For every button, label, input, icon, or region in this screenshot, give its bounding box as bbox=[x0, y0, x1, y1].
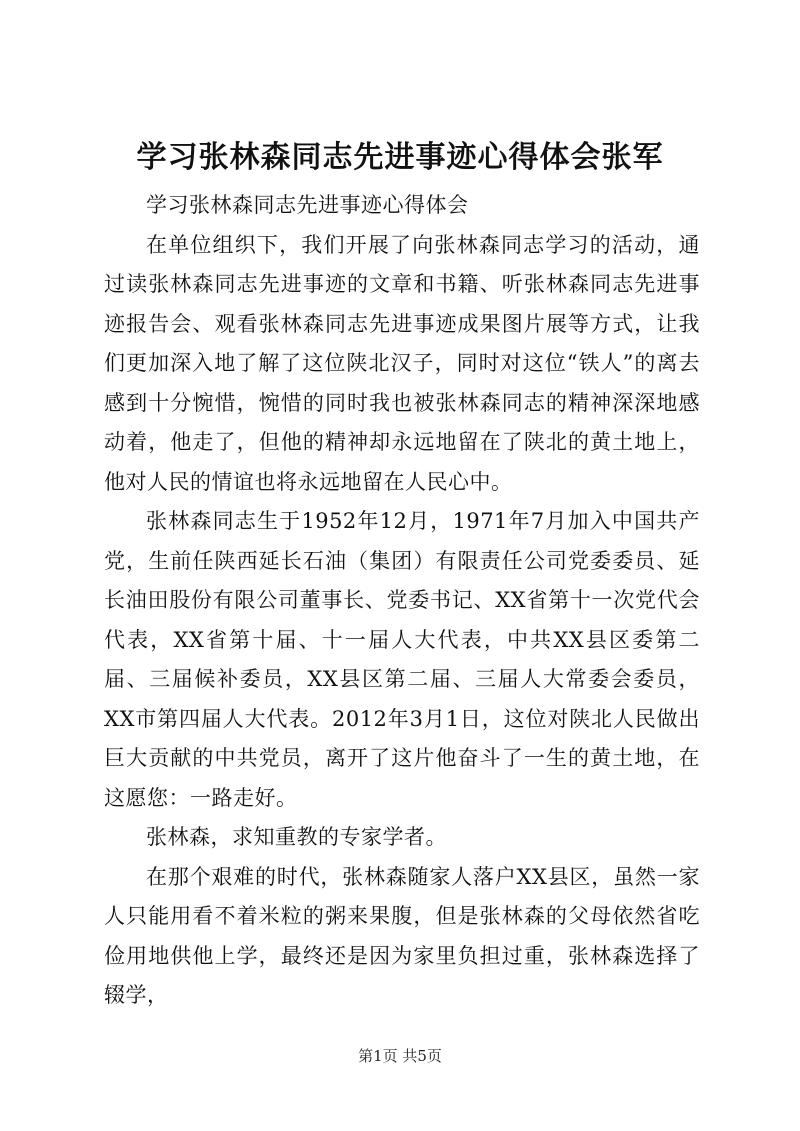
document-subtitle: 学习张林森同志先进事迹心得体会 bbox=[146, 193, 469, 217]
paragraph-heading-scholar: 张林森，求知重教的专家学者。 bbox=[146, 825, 447, 849]
page-footer: 第1页 共5页 bbox=[358, 1047, 442, 1065]
document-body bbox=[104, 186, 700, 1016]
document-title: 学习张林森同志先进事迹心得体会张军 bbox=[136, 140, 664, 175]
paragraph-biography: 张林森同志生于1952年12月，1971年7月加入中国共产党，生前任陕西延长石油（集团）有限责任公司党委委员、延长油田股份有限公司董事长、党委书记、XX省第十一次党代会代表，XX省第十届、十一届人大代表，中共XX县区委第二届、三届候补委员，XX县区第二届、三届人大常委会委员，XX市第四届人大代表。2012年3月1日，这位对陕北人民做出巨大贡献的中共党员，离开了这片他奋斗了一生的黄土地，在这愿您：一路走好。 bbox=[104, 509, 700, 810]
paragraph-intro: 在单位组织下，我们开展了向张林森同志学习的活动，通过读张林森同志先进事迹的文章和书籍、听张林森同志先进事迹报告会、观看张林森同志先进事迹成果图片展等方式，让我们更加深入地了解了这位陕北汉子，同时对这位“铁人”的离去感到十分惋惜，惋惜的同时我也被张林森同志的精神深深地感动着，他走了，但他的精神却永远地留在了陕北的黄土地上，他对人民的情谊也将永远地留在人民心中。 bbox=[104, 232, 700, 494]
paragraph-childhood: 在那个艰难的时代，张林森随家人落户XX县区，虽然一家人只能用看不着米粒的粥来果腹，但是张林森的父母依然省吃俭用地供他上学，最终还是因为家里负担过重，张林森选择了辍学， bbox=[104, 864, 700, 1007]
